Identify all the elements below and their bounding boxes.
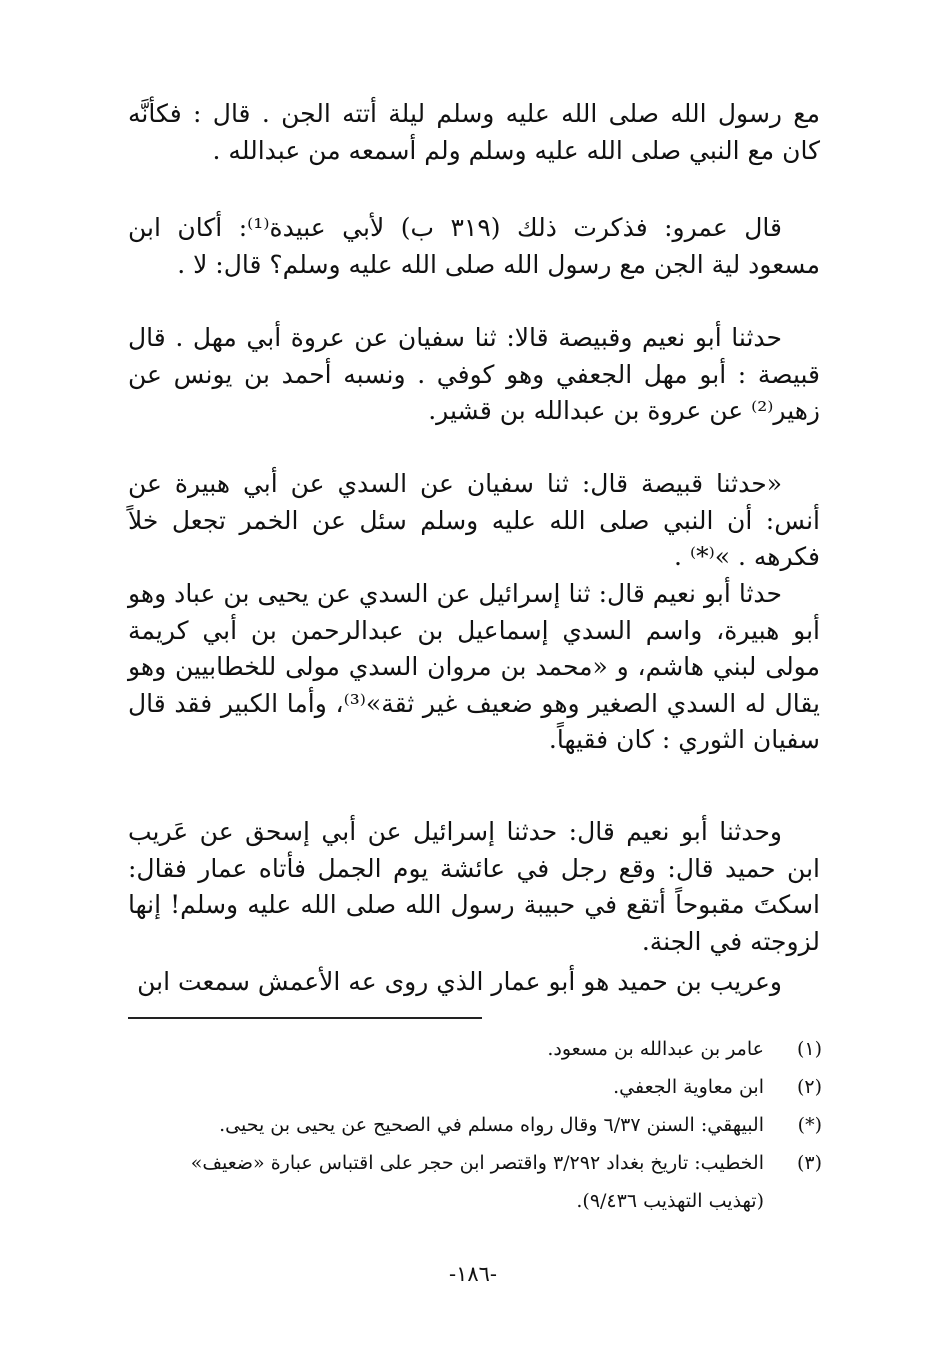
paragraph-2: قال عمرو: فذكرت ذلك (٣١٩ ب) لأبي عبيدة⁽¹⁾: أكان ابن مسعود لية الجن مع رسول الله صلى الله عليه وسلم؟ قال: لا . bbox=[128, 213, 820, 279]
paragraph-6: وحدثنا أبو نعيم قال: حدثنا إسرائيل عن أبي إسحق عن عَريب ابن حميد قال: وقع رجل في عائشة يوم الجمل فأتاه عمار فقال: اسكتَ مقبوحاً أتقع في حبيبة رسول الله صلى الله عليه وسلم! إنها لزوجته في الجنة. bbox=[128, 817, 820, 956]
footnote-star bbox=[122, 1106, 822, 1144]
footnote-text: عامر بن عبدالله بن مسعود. bbox=[547, 1038, 764, 1060]
footnotes bbox=[122, 1030, 822, 1220]
footnote-number: (١) bbox=[796, 1038, 822, 1060]
paragraph-1: مع رسول الله صلى الله عليه وسلم ليلة أتته الجن . قال : فكأنَّه كان مع النبي صلى الله عليه وسلم ولم أسمعه من عبدالله . bbox=[128, 99, 820, 165]
paragraph-3: حدثنا أبو نعيم وقبيصة قالا: ثنا سفيان عن عروة أبي مهل . قال قبيصة : أبو مهل الجعفي وهو كوفي . ونسبه أحمد بن يونس عن زهير⁽²⁾ عن عروة بن عبدالله بن قشير. bbox=[128, 323, 820, 425]
footnote-divider bbox=[128, 1017, 482, 1019]
paragraph-5: حدثا أبو نعيم قال: ثنا إسرائيل عن السدي عن يحيى بن عباد وهو أبو هبيرة، واسم السدي إسماعيل بن عبدالرحمن بن أبي كريمة مولى لبني هاشم، و «محمد بن مروان السدي مولى للخطابيين وهو يقال له السدي الصغير وهو ضعيف غير ثقة»⁽³⁾، وأما الكبير فقد قال سفيان الثوري : كان فقيهاً. bbox=[128, 579, 820, 754]
footnote-number: (*) bbox=[797, 1114, 822, 1136]
footnote-text: ابن معاوية الجعفي. bbox=[613, 1076, 764, 1098]
footnote-text: البيهقي: السنن ٦/٣٧ وقال رواه مسلم في الصحيح عن يحيى بن يحيى. bbox=[219, 1114, 764, 1136]
footnote-3-continuation: (تهذيب التهذيب ٩/٤٣٦). bbox=[576, 1190, 764, 1212]
footnote-number: (٢) bbox=[796, 1076, 822, 1098]
footnote-3 bbox=[122, 1144, 822, 1182]
paragraph-4: «حدثنا قبيصة قال: ثنا سفيان عن السدي عن أبي هبيرة عن أنس: أن النبي صلى الله عليه وسلم سئل عن الخمر تجعل خلاً فكرهه . »⁽*⁾ . bbox=[128, 469, 820, 571]
footnote-text: الخطيب: تاريخ بغداد ٣/٢٩٢ واقتصر ابن حجر على اقتباس عبارة «ضعيف» bbox=[190, 1152, 764, 1174]
footnote-2 bbox=[122, 1068, 822, 1106]
footnote-number: (٣) bbox=[796, 1152, 822, 1174]
paragraph-7: وعريب بن حميد هو أبو عمار الذي روى عه الأعمش سمعت ابن bbox=[137, 967, 782, 996]
page-number: -١٨٦- bbox=[448, 1262, 498, 1286]
footnote-1 bbox=[122, 1030, 822, 1068]
